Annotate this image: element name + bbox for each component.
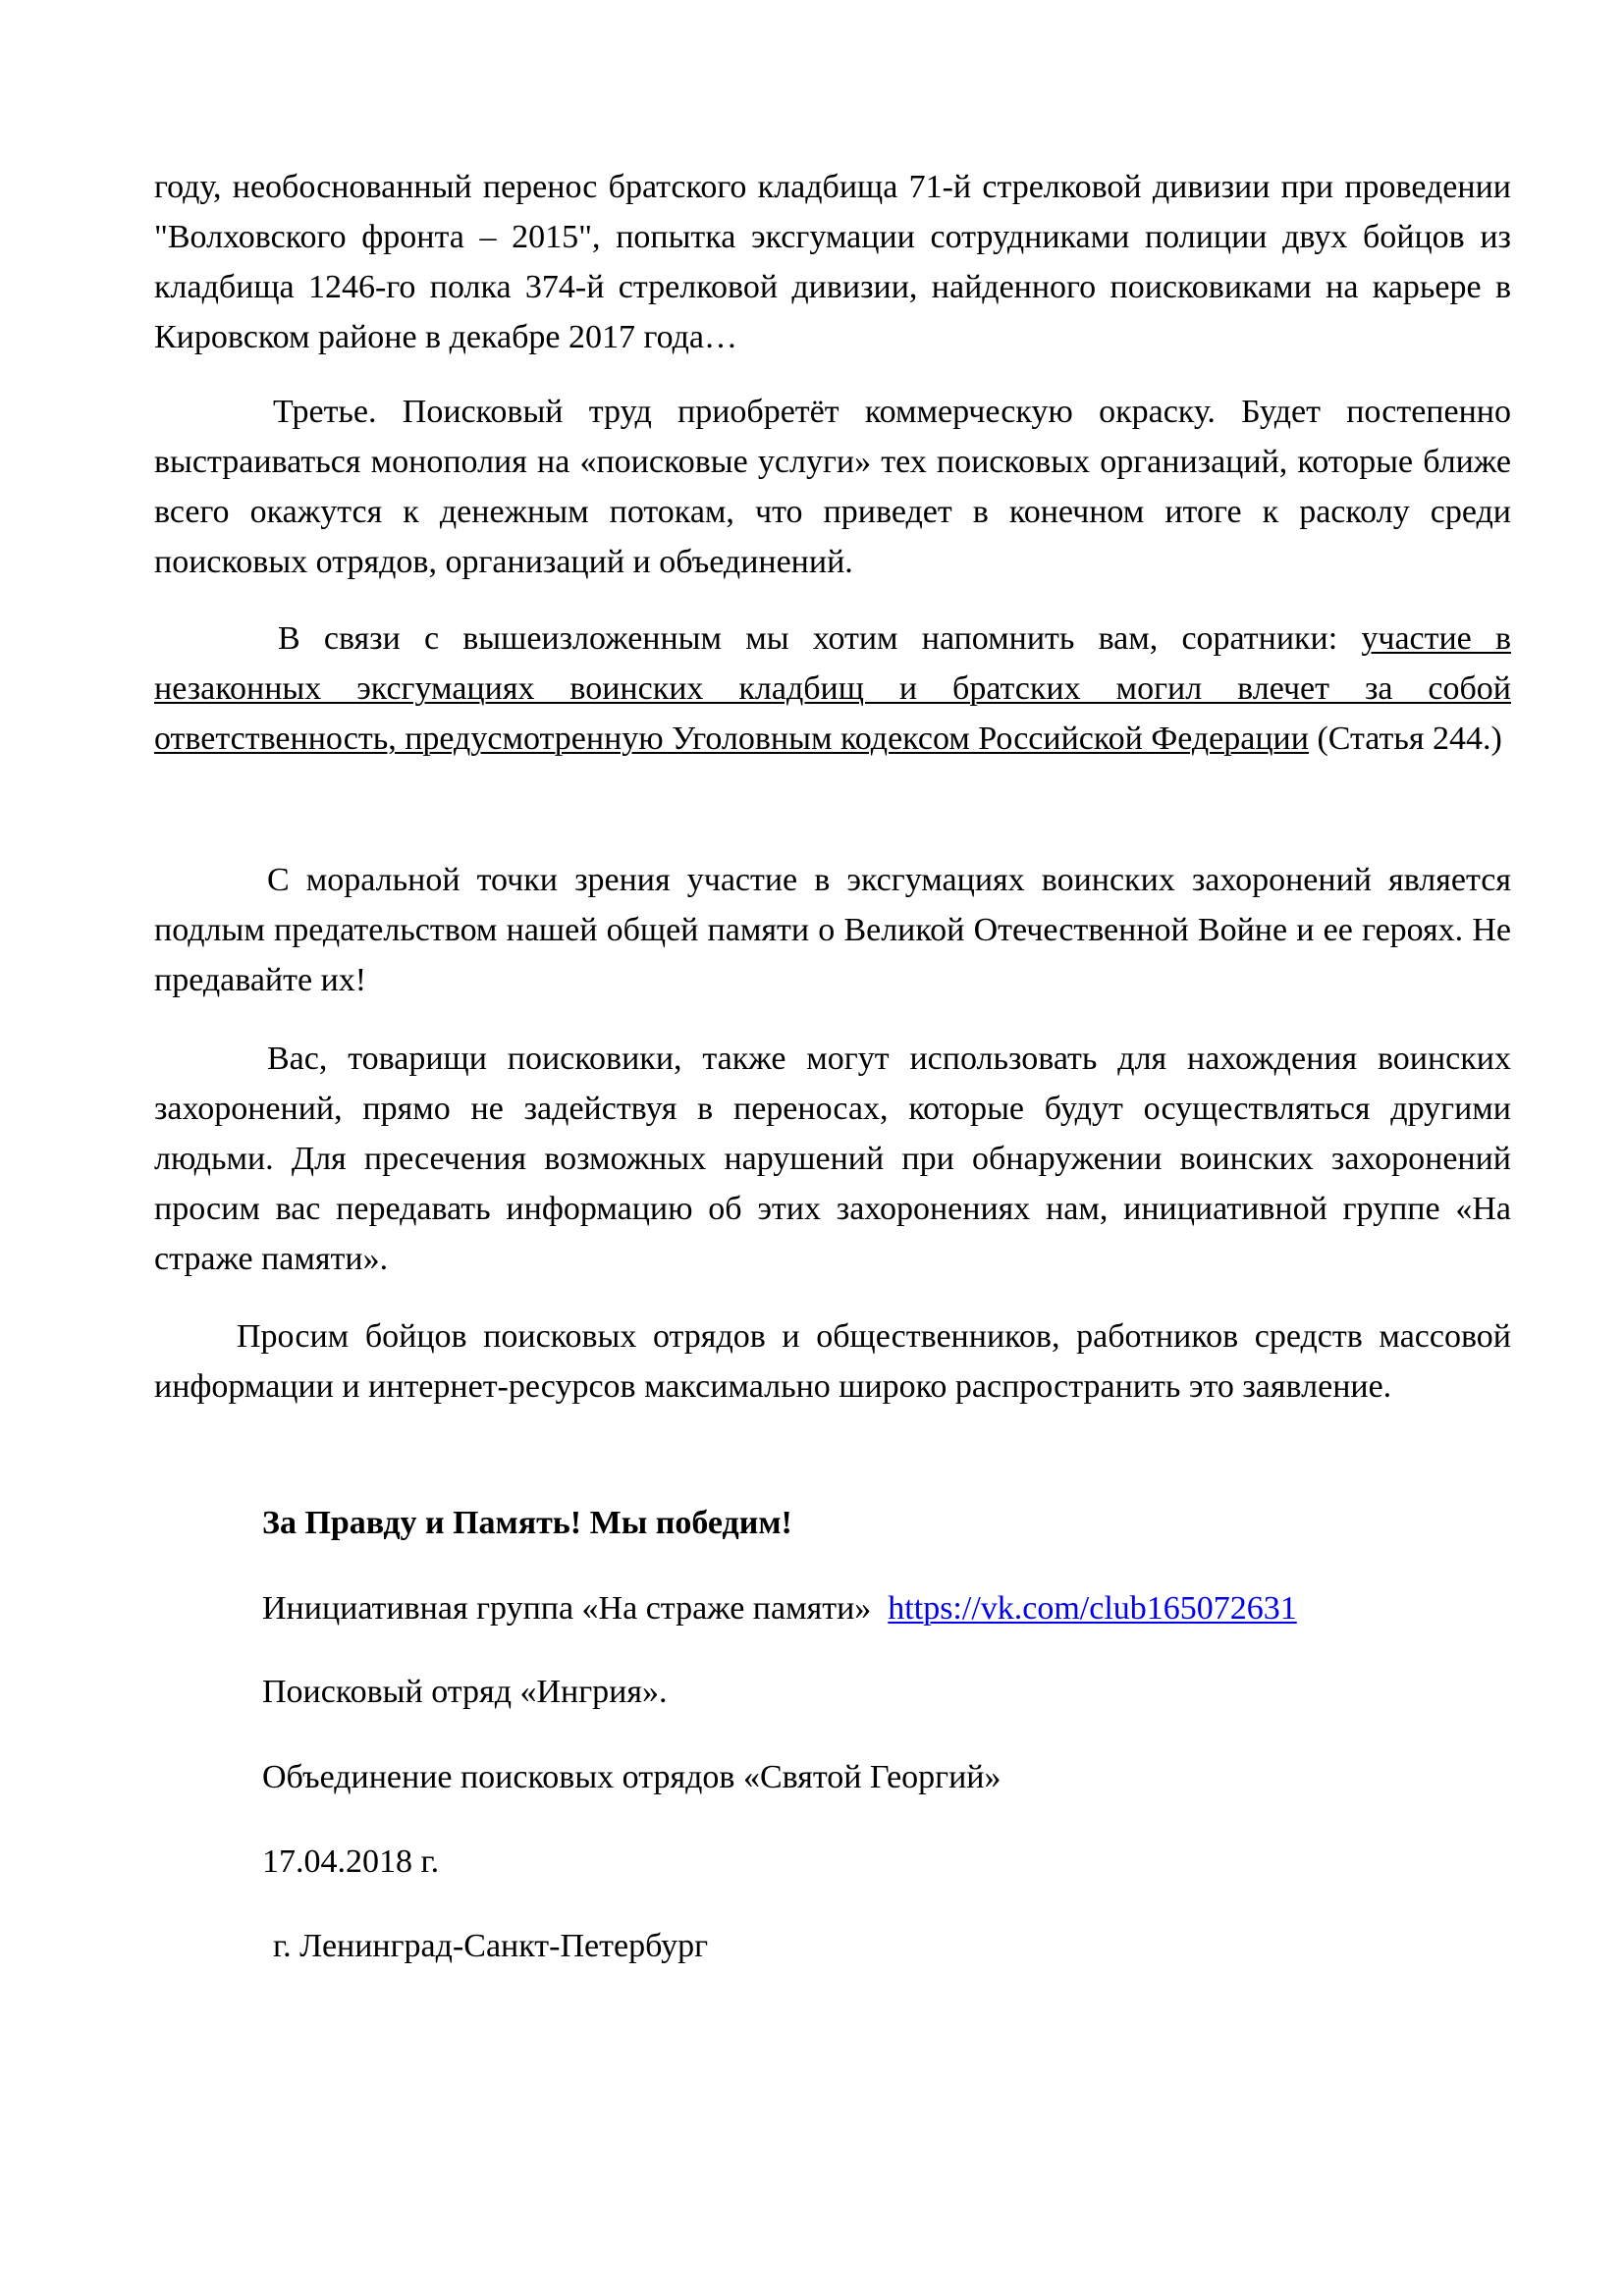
paragraph-continuation: году, необоснованный перенос братского кладбища 71-й стрелковой дивизии при проведении "Волховского фронта – 2015", попытка эксгумации сотрудниками полиции двух бойцов из кладбища 1246-го полка 374-й стрелковой дивизии, найденного поисковиками на карьере в Кировском районе в декабре 2017 года… [154,169,1511,355]
document-city: г. Ленинград-Санкт-Петербург [273,1928,709,1964]
legal-warning-intro: В связи с вышеизложенным мы хотим напомнить вам, соратники: [278,620,1362,657]
paragraph-third-point: Третье. Поисковый труд приобретёт коммерческую окраску. Будет постепенно выстраиваться монополия на «поисковые услуги» тех поисковых организаций, которые ближе всего окажутся к денежным потокам, что приведет в конечном итоге к расколу среди поисковых отрядов, организаций и объединений. [154,394,1511,580]
vk-group-link[interactable]: https://vk.com/club165072631 [888,1590,1297,1627]
paragraph-appeal-searchers: Вас, товарищи поисковики, также могут использовать для нахождения воинских захоронений, прямо не задействуя в переносах, которые будут осуществляться другими людьми. Для пресечения возможных нарушений при обнаружении воинских захоронений просим вас передавать информацию об этих захоронениях нам, инициативной группе «На страже памяти». [154,1041,1511,1277]
signature-group-name: Инициативная группа «На страже памяти» [262,1590,872,1627]
paragraph-legal-warning [154,614,1511,764]
signature-group [262,1583,1297,1633]
paragraph-moral: С моральной точки зрения участие в эксгумациях воинских захоронений является подлым предательством нашей общей памяти о Великой Отечественной Войне и ее героях. Не предавайте их! [154,862,1511,998]
legal-warning-article: (Статья 244.) [1308,721,1502,757]
document-date: 17.04.2018 г. [262,1843,440,1880]
paragraph-appeal-media: Просим бойцов поисковых отрядов и общественников, работников средств массовой информации и интернет-ресурсов максимально широко распространить это заявление. [154,1318,1511,1405]
signature-union: Объединение поисковых отрядов «Святой Георгий» [262,1759,1001,1795]
signature-squad: Поисковый отряд «Ингрия». [262,1674,668,1710]
legal-warning-underlined: участие в незаконных эксгумациях воинских кладбищ и братских могил влечет за собой ответственность, предусмотренную Уголовным кодексом Российской Федерации [154,620,1511,757]
slogan: За Правду и Память! Мы победим! [262,1505,792,1541]
